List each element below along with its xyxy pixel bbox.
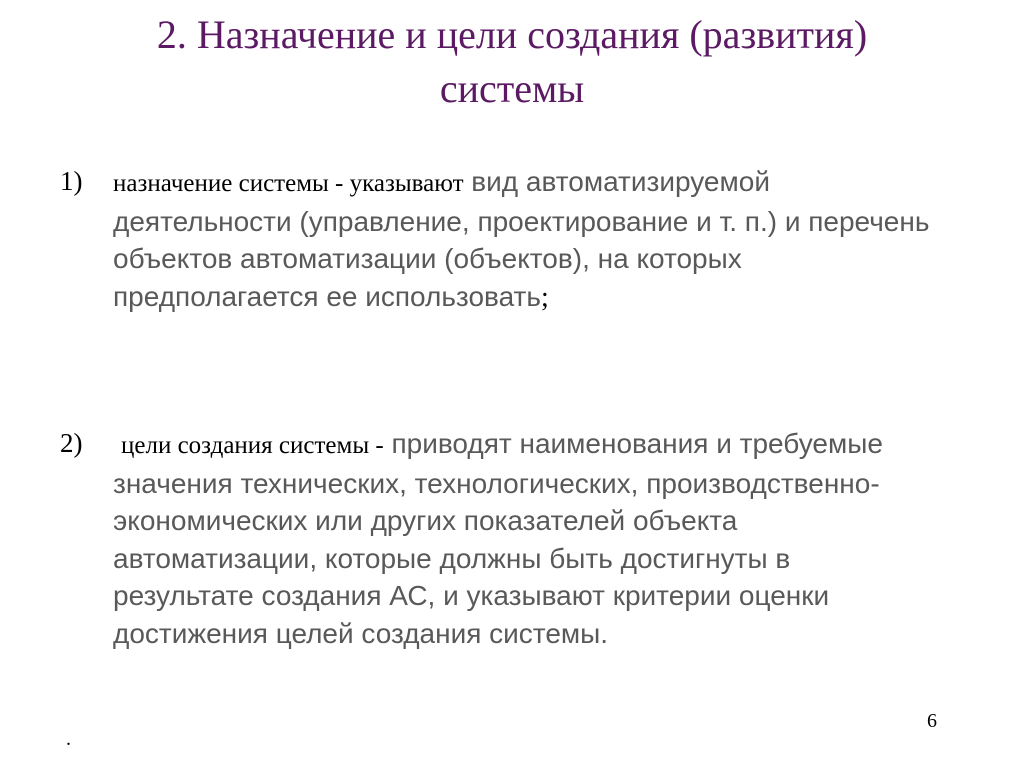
list-item-text: вид автоматизируемой деятельности (управление, проектирование и т. п.) и перечень объектов автоматизации (объектов), на которых предполагается ее использовать: [113, 166, 930, 312]
page-number: 6: [927, 710, 937, 732]
slide-title-line-2: системы: [439, 66, 585, 111]
list-item-end: ;: [540, 281, 549, 313]
slide-title-line-1: 2. Назначение и цели создания (развития): [156, 12, 868, 57]
list-item-body: [113, 163, 933, 316]
footer-mark: .: [66, 728, 71, 750]
list-item-lead: назначение системы - указывают: [113, 170, 464, 197]
slide-title: [60, 8, 964, 116]
list-item-text: приводят наименования и требуемые значения технических, технологических, производственно-экономических или других показателей объекта автоматизации, которые должны быть достигнуты в результате создания АС, и указывают критерии оценки достижения целей создания системы.: [113, 428, 883, 649]
list-item-body: [113, 425, 933, 652]
list-item-number: 1): [60, 166, 83, 196]
list-item-number: 2): [60, 428, 83, 458]
list-item-lead: цели создания системы -: [121, 432, 384, 459]
